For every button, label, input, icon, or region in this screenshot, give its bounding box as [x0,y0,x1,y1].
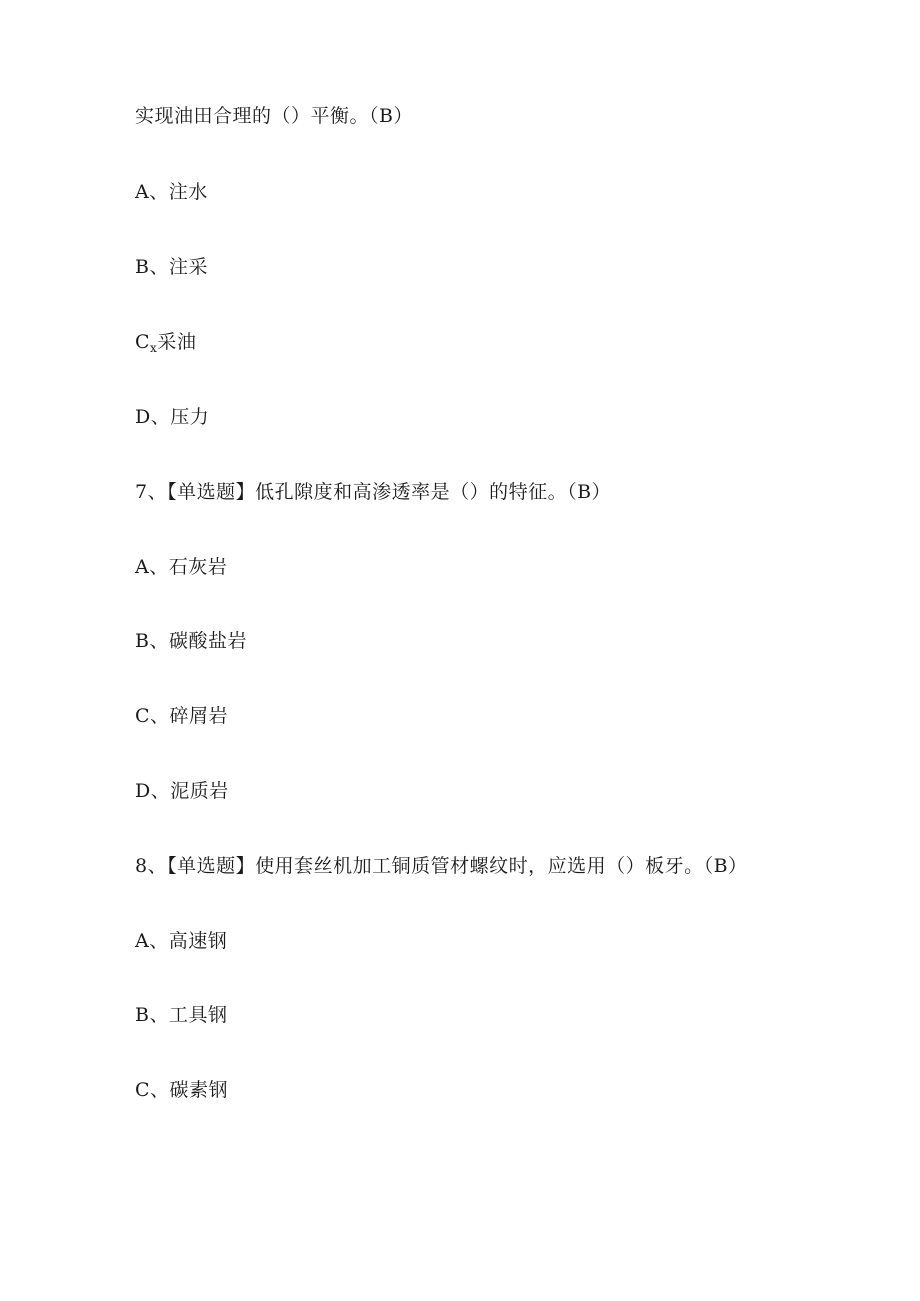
question-6-option-c [135,330,196,360]
question-6-option-b: B、注采 [135,256,208,278]
question-7-stem: 7、【单选题】低孔隙度和高渗透率是（）的特征。（B） [135,481,612,503]
question-7-option-b: B、碳酸盐岩 [135,630,247,652]
question-8-stem: 8、【单选题】使用套丝机加工铜质管材螺纹时，应选用（）板牙。（B） [135,855,748,877]
question-7-option-a: A、石灰岩 [135,556,228,578]
question-6-stem-tail: 实现油田合理的（）平衡。（B） [135,105,413,127]
question-8-option-a: A、高速钢 [135,930,228,952]
option-c-letter: C [135,331,151,353]
option-c-subscript: x [150,341,158,355]
question-7-option-d: D、泥质岩 [135,780,229,802]
question-8-option-b: B、工具钢 [135,1004,228,1026]
question-6-option-a: A、注水 [135,181,208,203]
question-6-option-d: D、压力 [135,406,210,428]
option-c-text: 采油 [157,331,197,353]
question-7-option-c: C、碎屑岩 [135,705,229,727]
question-8-option-c: C、碳素钢 [135,1079,229,1101]
